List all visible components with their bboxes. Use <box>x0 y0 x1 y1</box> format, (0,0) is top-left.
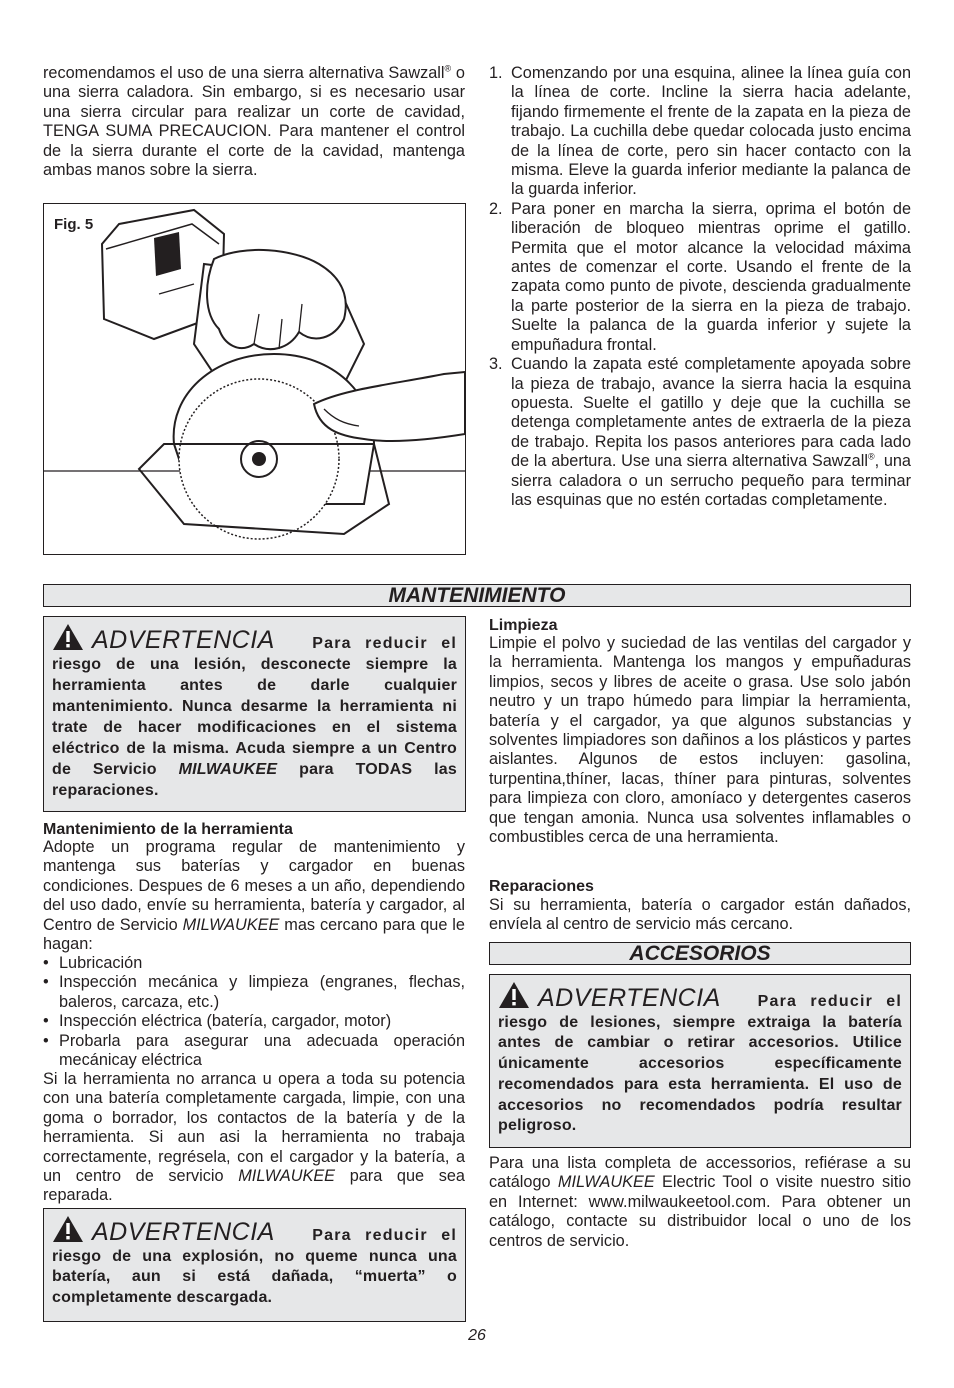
list-item: • Lubricación <box>43 954 143 972</box>
list-item: 3. Cuando la zapata esté completamente apoyada sobre la pieza de trabajo, avance la sierra hacia la esquina opuesta. Suelte el gatillo y deje que la cuchilla se detenga completamente antes de extraerla de la pieza de trabajo. Repita los pasos anteriores para cada lado de la abertura. Use una sierra alternativa Sawzall®, una sierra caladora o un serrucho pequeño para terminar las esquinas que no estén cortadas completamente. <box>489 355 911 509</box>
troubleshoot-paragraph: Si la herramienta no arranca u opera a toda su potencia con una batería completamente cargada, limpie, con una goma o borrador, los contactos de la batería y de la herramienta. Si aun asi la herramienta no trabaja correctamente, regrésela, con el cargador y la batería, a un centro de servicio MILWAUKEE para que sea reparada. <box>43 1070 465 1205</box>
service-bullets <box>43 954 465 1070</box>
warning-box-accessories: ADVERTENCIA Para reducir el riesgo de lesiones, siempre extraiga la batería antes de cambiar o retirar accesorios. Utilice únicamente accesorios específicamente recomendados para esta herramienta. El uso de accesorios no recomendados podría resultar peligroso. <box>489 974 911 1148</box>
list-item: 1. Comenzando por una esquina, alinee la línea guía con la línea de corte. Incline la sierra hacia adelante, fijando firmemente el frente de la zapata en la pieza de trabajo. La cuchilla debe quedar colocada justo encima de la línea de corte, pero sin hacer contacto con la misma. Eleve la guarda inferior mediante la palanca de la guarda inferior. <box>489 64 911 199</box>
cleaning-paragraph: Limpie el polvo y suciedad de las ventilas del cargador y la herramienta. Mantenga los mangos y empuñaduras limpios, secos y libres de aceite o grasa. Use solo jabón neutro y un trapo húmedo para limpiar la herramienta, batería y el cargador, ya que algunos substancias y solventes limpiadores son dañinos a los plásticos y partes aislantes. Algunos de estos incluyen: gasolina, turpentina,thíner, lacas, thíner para pinturas, solventes para limpieza con cloro, amoníaco y detergentes caseros que tengan amonia. Nunca usa solventes inflamables o combustibles cerca de una herramienta. <box>489 634 911 847</box>
page-number: 26 <box>468 1327 486 1344</box>
accessories-paragraph: Para una lista completa de accessorios, refiérase a su catálogo MILWAUKEE Electric Tool o visite nuestro sitio en Internet: www.milwaukeetool.com. Para obtener un catálogo, contacte su distribuidor local o uno de los centros de servicio. <box>489 1154 911 1250</box>
warning-box-battery: ADVERTENCIA Para reducir el riesgo de una explosión, no queme nunca una batería, aun si está dañada, “muerta” o completamente descargada. <box>43 1208 466 1322</box>
list-item: • Probarla para asegurar una adecuada operación mecánicay eléctrica <box>43 1031 465 1070</box>
circular-saw-illustration <box>44 204 465 554</box>
repairs-paragraph: Si su herramienta, batería o cargador están dañados, envíela al centro de servicio más cercano. <box>489 896 911 934</box>
repairs-heading: Reparaciones <box>489 878 594 895</box>
warning-triangle-icon <box>52 1215 84 1243</box>
warning-triangle-icon <box>52 623 84 651</box>
tool-maintenance-heading: Mantenimiento de la herramienta <box>43 821 293 838</box>
tool-maintenance-paragraph: Adopte un programa regular de mantenimiento y mantenga sus baterías y cargador en buenas condiciones. Despues de 6 meses a un año, dependiendo del uso dado, envíe su herramienta, batería y cargador, al Centro de Servicio MILWAUKEE mas cercano para que le hagan: <box>43 838 465 954</box>
section-header-mantenimiento: MANTENIMIENTO <box>43 584 911 607</box>
cutting-steps-list <box>489 64 911 510</box>
list-item: • Inspección mecánica y limpieza (engranes, flechas, baleros, carcaza, etc.) <box>43 973 465 1011</box>
cleaning-heading: Limpieza <box>489 617 558 634</box>
figure-5 <box>43 203 466 555</box>
intro-paragraph: recomendamos el uso de una sierra alternativa Sawzall® o una sierra caladora. Sin embargo, si es necesario usar una sierra circular para realizar un corte de cavidad, TENGA SUMA PRECAUCION. Para mantener el control de la sierra durante el corte de la cavidad, mantenga ambas manos sobre la sierra. <box>43 63 465 180</box>
warning-triangle-icon <box>498 981 530 1009</box>
figure-label: Fig. 5 <box>54 216 94 233</box>
list-item: • Inspección eléctrica (batería, cargador, motor) <box>43 1012 392 1031</box>
warning-box-maintenance: ADVERTENCIA Para reducir el riesgo de una lesión, desconecte siempre la herramienta antes de darle cualquier mantenimiento. Nunca desarme la herramienta ni trate de hacer modificaciones en el sistema eléctrico de la misma. Acuda siempre a un Centro de Servicio MILWAUKEE para TODAS las reparaciones. <box>43 616 466 812</box>
list-item: 2. Para poner en marcha la sierra, oprima el botón de liberación de bloqueo mientras oprime el gatillo. Permita que el motor alcance la velocidad máxima antes de comenzar el corte. Usando el frente de la zapata como punto de pivote, descienda gradualmente la parte posterior de la sierra en la pieza de trabajo. Suelte la palanca de la guarda inferior y sujete la empuñadura frontal. <box>489 199 911 354</box>
section-header-accesorios: ACCESORIOS <box>489 942 911 965</box>
